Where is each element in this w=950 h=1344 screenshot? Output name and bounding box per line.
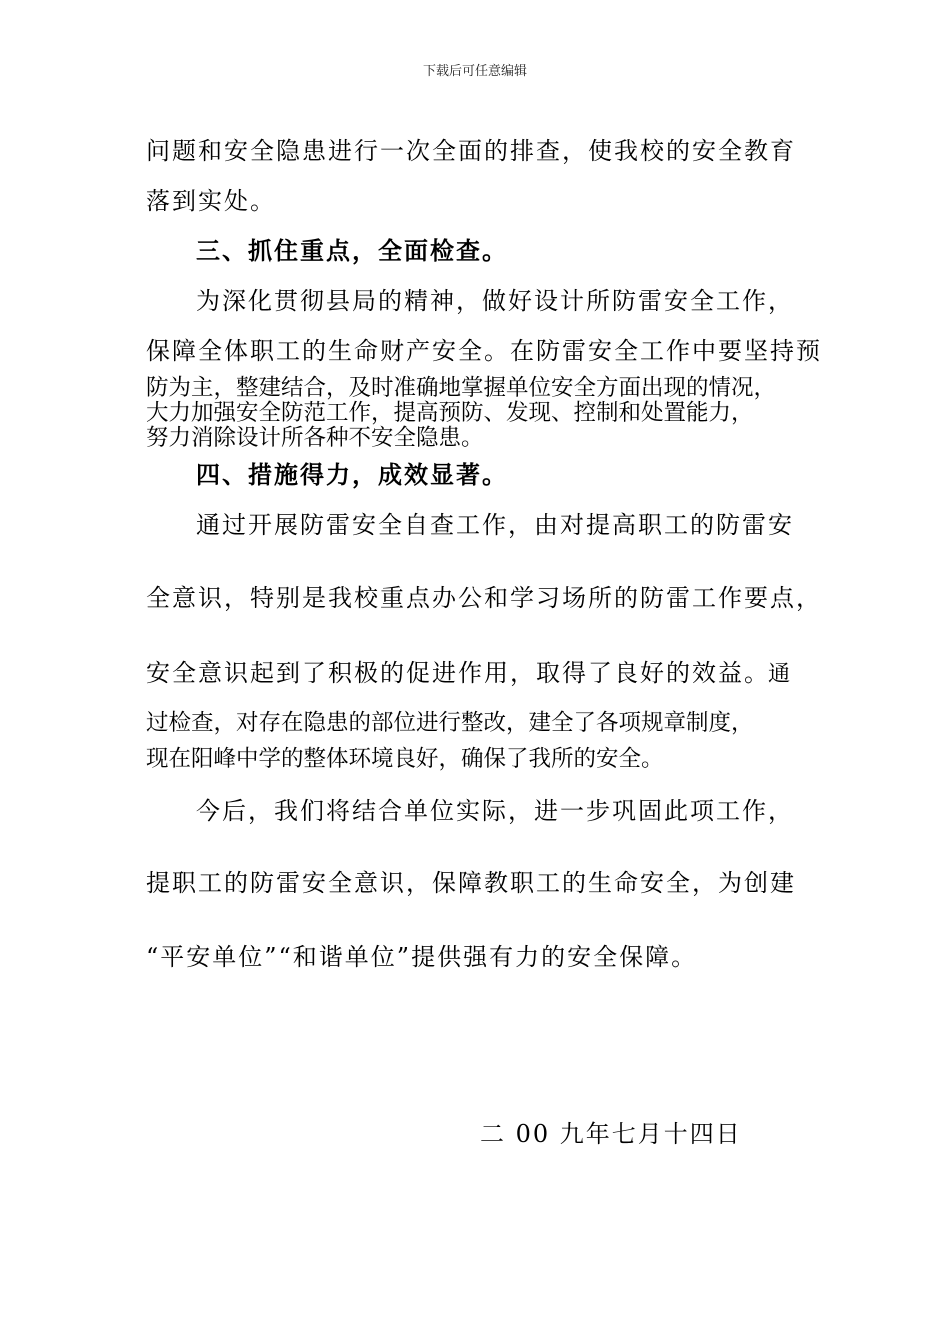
body-line-16: 提职工的防雷安全意识，保障教职工的生命安全，为创建 [146, 869, 796, 897]
body-line-13: 过检查，对存在隐患的部位进行整改，建全了各项规章制度， [146, 710, 754, 736]
section-heading-4: 四、措施得力，成效显著。 [196, 461, 508, 489]
body-line-10: 通过开展防雷安全自查工作，由对提高职工的防雷安 [196, 511, 794, 539]
body-line-17: “平安单位”“和谐单位”提供强有力的安全保障。 [146, 943, 698, 971]
section-heading-3: 三、抓住重点，全面检查。 [196, 237, 508, 265]
body-line-11: 全意识，特别是我校重点办公和学习场所的防雷工作要点， [146, 584, 822, 612]
body-line-2: 落到实处。 [146, 187, 276, 215]
body-line-15: 今后，我们将结合单位实际，进一步巩固此项工作， [196, 797, 794, 825]
body-line-4: 为深化贯彻县局的精神，做好设计所防雷安全工作， [196, 287, 794, 315]
document-date: 二 00 九年七月十四日 [480, 1120, 742, 1148]
page-header: 下载后可任意编辑 [422, 64, 527, 79]
body-line-1: 问题和安全隐患进行一次全面的排查，使我校的安全教育 [146, 137, 796, 165]
body-line-8: 努力消除设计所各种不安全隐患。 [146, 425, 484, 451]
body-line-12b: 通 [768, 662, 793, 687]
body-line-7: 大力加强安全防范工作，提高预防、发现、控制和处置能力， [146, 400, 754, 426]
body-line-5: 保障全体职工的生命财产安全。在防雷安全工作中要坚持预 [146, 337, 822, 365]
body-line-14: 现在阳峰中学的整体环境良好，确保了我所的安全。 [146, 746, 664, 772]
body-line-6: 防为主，整建结合，及时准确地掌握单位安全方面出现的情况， [146, 375, 777, 401]
body-line-12: 安全意识起到了积极的促进作用，取得了良好的效益。 [146, 659, 770, 687]
